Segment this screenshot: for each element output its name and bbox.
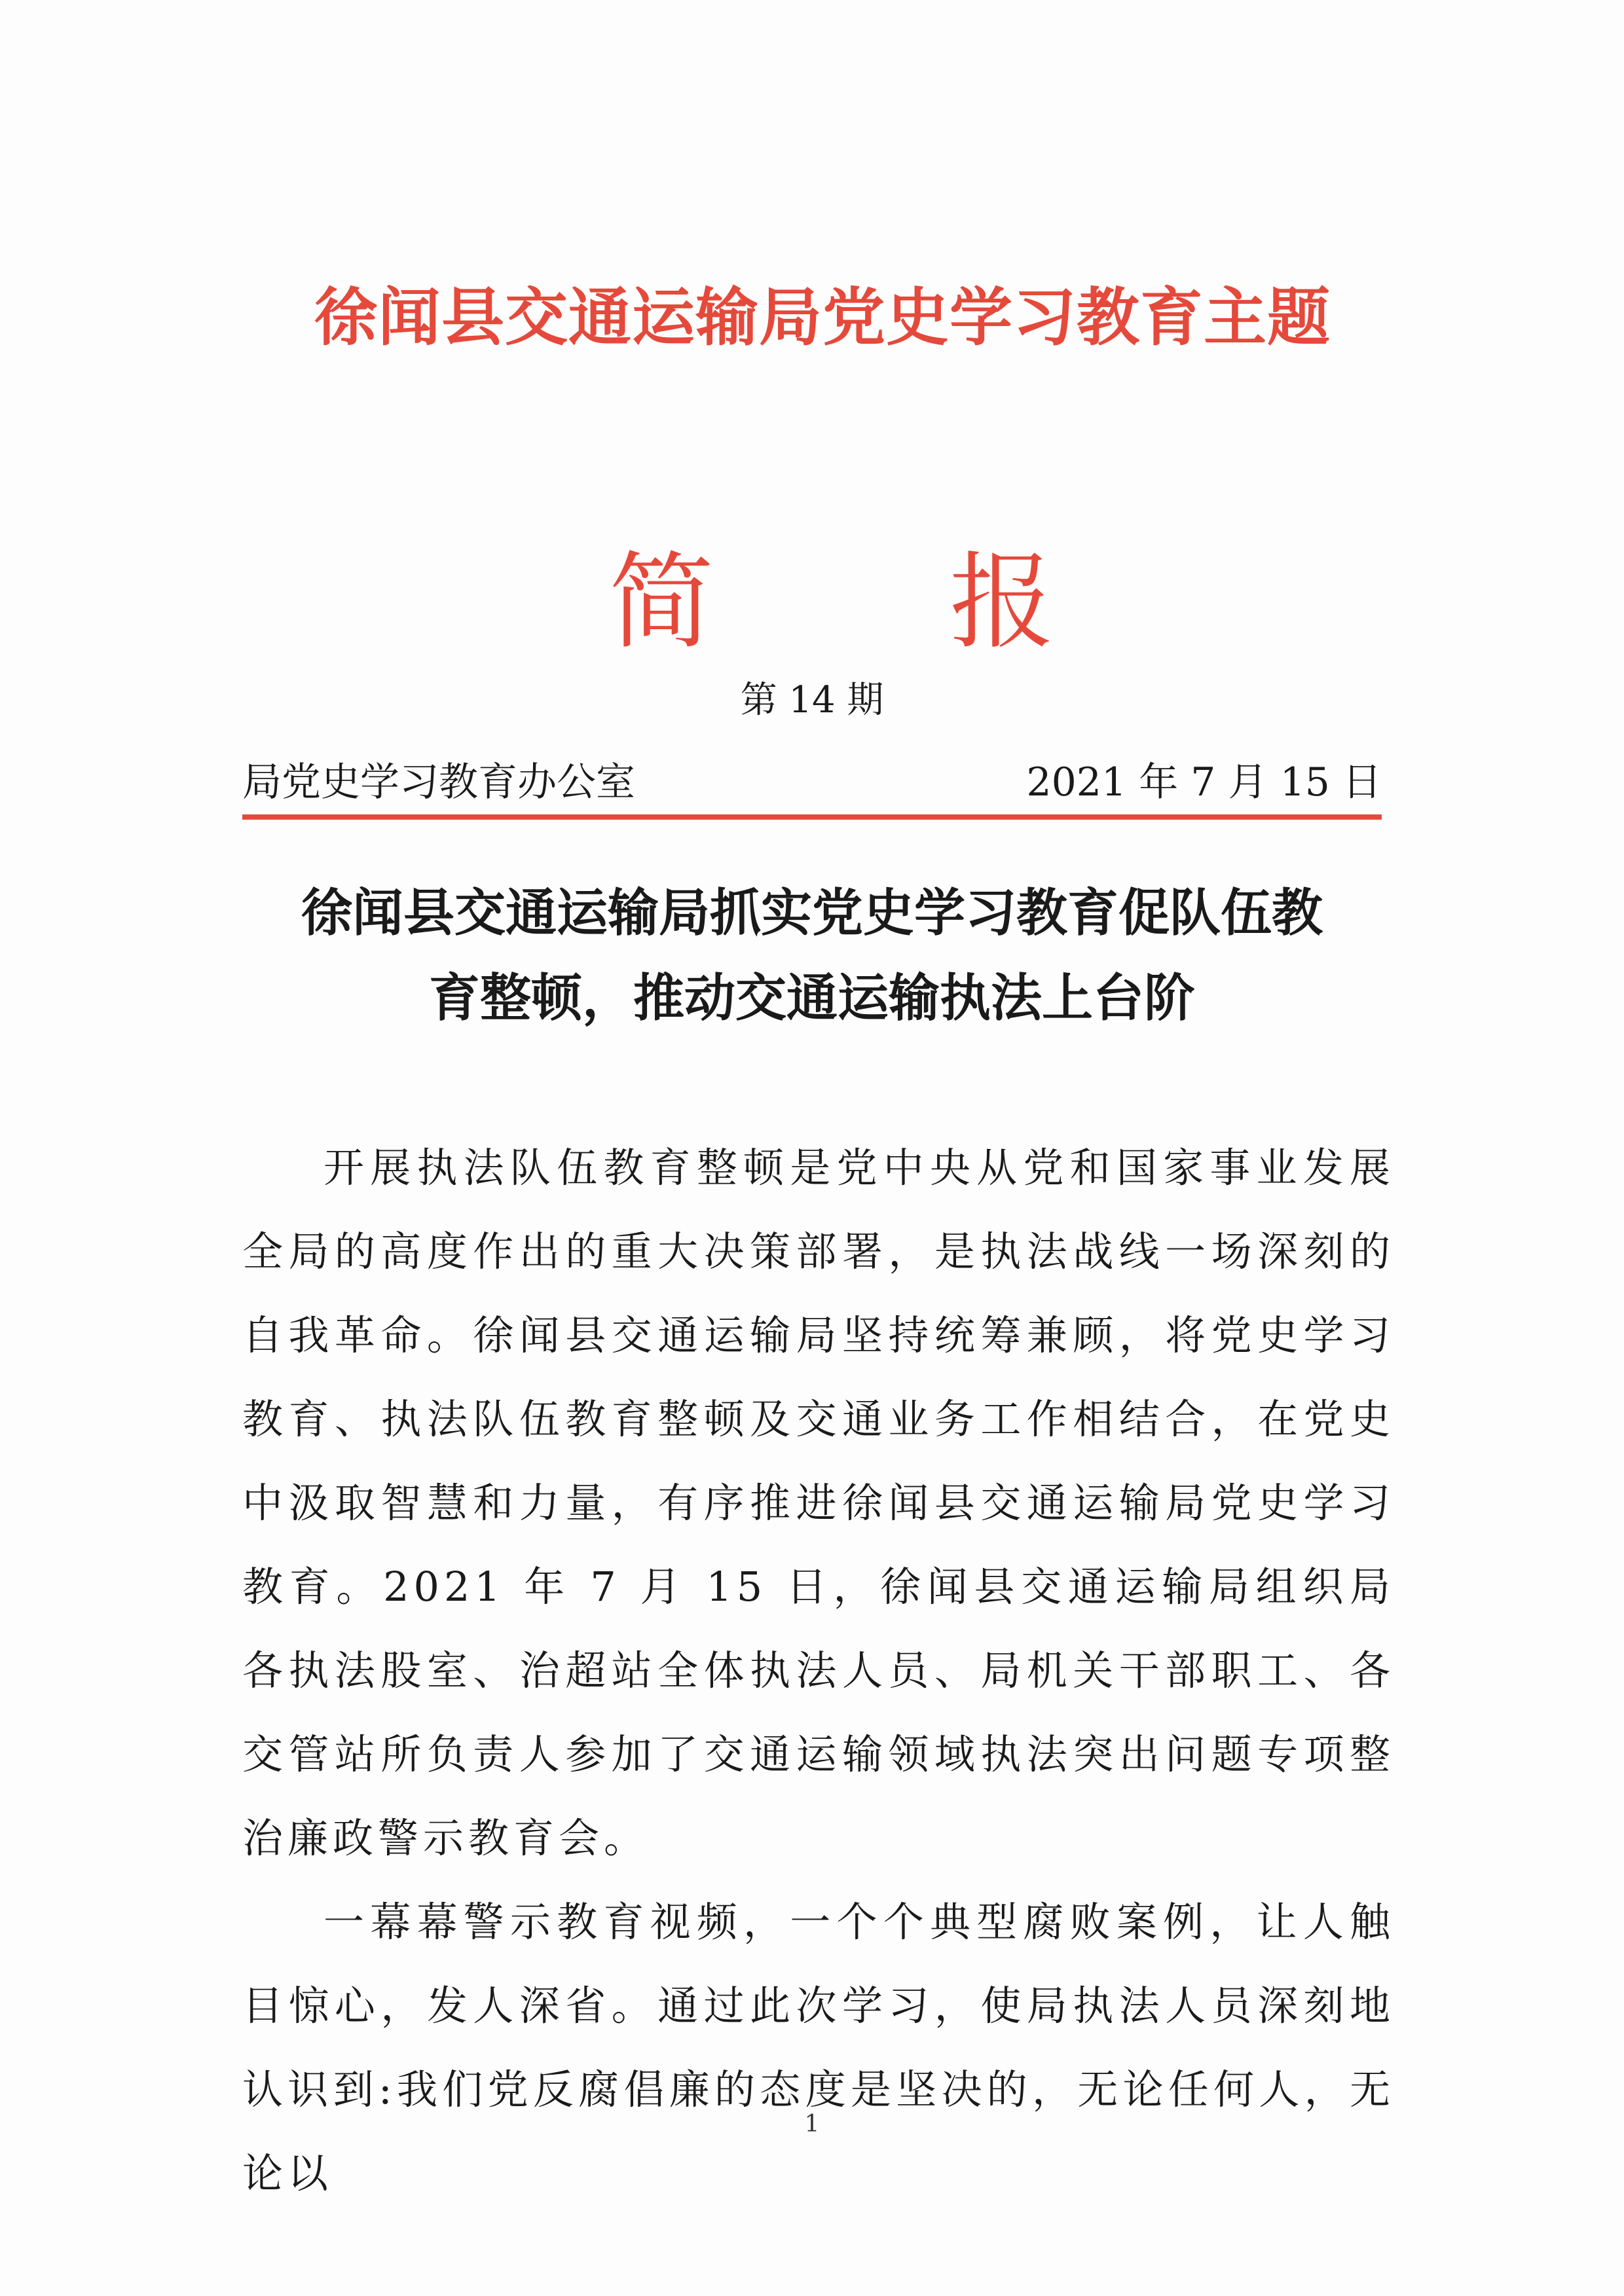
headline-line-1: 徐闻县交通运输局抓实党史学习教育促队伍教 — [301, 884, 1323, 943]
masthead-title: 徐闻县交通运输局党史学习教育主题 — [314, 281, 1331, 354]
page-number: 1 — [804, 2111, 820, 2138]
brief-title — [609, 543, 1080, 661]
brief-title-char-1: 简 — [609, 541, 714, 663]
issue-number: 第 14 期 — [740, 679, 884, 721]
headline-line-2: 育整顿，推动交通运输执法上台阶 — [428, 969, 1195, 1028]
red-divider — [242, 814, 1382, 820]
issuer-office: 局党史学习教育办公室 — [242, 759, 635, 805]
issue-date: 2021 年 7 月 15 日 — [1026, 759, 1382, 805]
article-headline — [196, 871, 1428, 1041]
brief-title-char-2: 报 — [949, 541, 1054, 663]
paragraph-1: 开展执法队伍教育整顿是党中央从党和国家事业发展全局的高度作出的重大决策部署，是执法战线一场深刻的自我革命。徐闻县交通运输局坚持统筹兼顾，将党史学习教育、执法队伍教育整顿及交通业务工作相结合，在党史中汲取智慧和力量，有序推进徐闻县交通运输局党史学习教育。2021 年 7 月 15 日，徐闻县交通运输局组织局各执法股室、治超站全体执法人员、局机关干部职工、各交管站所负责人参加了交通运输领域执法突出问题专项整治廉政警示教育会。 — [242, 1144, 1395, 1862]
paragraph-2: 一幕幕警示教育视频，一个个典型腐败案例，让人触目惊心，发人深省。通过此次学习，使局执法人员深刻地认识到:我们党反腐倡廉的态度是坚决的，无论任何人，无论以 — [242, 1898, 1395, 2197]
article-body — [242, 1126, 1395, 2215]
issuer-row — [242, 753, 1382, 812]
